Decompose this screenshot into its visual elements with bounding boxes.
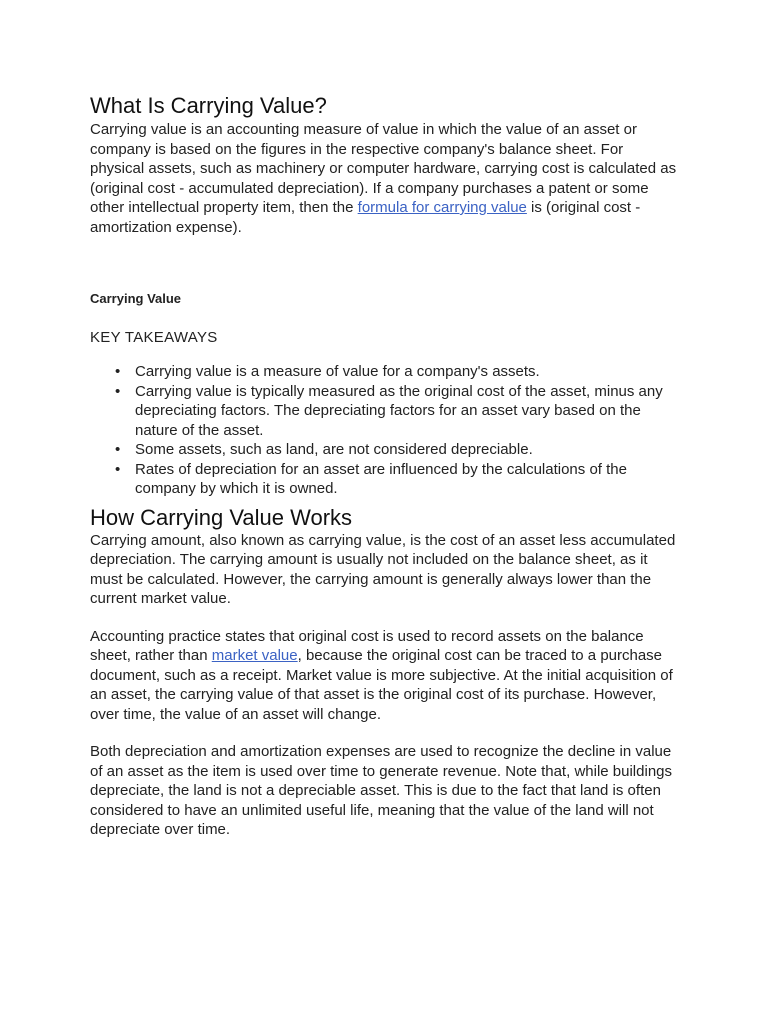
- bullet-icon: •: [115, 363, 121, 380]
- intro-text-start: Carrying value is an accounting measure of value in which the value of an asset or company is based on the figures in the respective company's balance sheet. For physical assets, such as machinery or computer hardware, carrying cost is calculated as (original cost - accumulated depreciation). If a company purchases a patent or some other intellectual property item, then the: [90, 121, 677, 216]
- list-item-text: Some assets, such as land, are not considered depreciable.: [135, 441, 533, 458]
- bullet-icon: •: [115, 382, 121, 400]
- bullet-icon: •: [115, 441, 121, 458]
- list-item: [115, 362, 680, 382]
- carrying-value-subheading: Carrying Value: [90, 291, 182, 306]
- section-paragraph-3: Both depreciation and amortization expenses are used to recognize the decline in value of an asset as the item is used over time to generate revenue. Note that, while buildings depreciate, the land is not a depreciable asset. This is due to the fact that land is often considered to have an unlimited useful life, meaning that the value of the land will not depreciate over time.: [90, 743, 672, 838]
- list-item-text: Carrying value is typically measured as the original cost of the asset, minus any depreciating factors. The depreciating factors for an asset vary based on the nature of the asset.: [135, 382, 663, 439]
- market-value-link[interactable]: market value: [211, 647, 298, 664]
- paragraph-2-text-end: , because the original cost can be traced to a purchase document, such as a receipt. Market value is more subjective. At the initial acquisition of an asset, the carrying value of that asset is the original cost of its purchase. However, over time, the value of an asset will change.: [90, 647, 673, 723]
- list-item: [115, 440, 680, 460]
- list-item-text: Rates of depreciation for an asset are influenced by the calculations of the company by which it is owned.: [135, 460, 627, 497]
- formula-for-carrying-value-link[interactable]: formula for carrying value: [357, 199, 527, 216]
- intro-text-end: is (original cost - amortization expense).: [90, 199, 641, 236]
- section-paragraph-1: Carrying amount, also known as carrying value, is the cost of an asset less accumulated depreciation. The carrying amount is usually not included on the balance sheet, as it must be calculated. However, the carrying amount is generally always lower than the current market value.: [90, 531, 676, 607]
- page-title: What Is Carrying Value?: [90, 93, 327, 118]
- list-item-text: Carrying value is a measure of value for a company's assets.: [135, 363, 540, 380]
- intro-paragraph: [90, 120, 680, 237]
- key-takeaways-list: [90, 362, 680, 499]
- section-paragraph-2: [90, 627, 680, 725]
- document-page: [90, 92, 680, 840]
- bullet-icon: •: [115, 460, 121, 478]
- list-item: [115, 382, 680, 441]
- paragraph-2-text-start: Accounting practice states that original cost is used to record assets on the balance sheet, rather than: [90, 627, 644, 664]
- list-item: [115, 460, 680, 499]
- section-heading-how-it-works: How Carrying Value Works: [90, 504, 353, 530]
- key-takeaways-heading: KEY TAKEAWAYS: [90, 329, 218, 346]
